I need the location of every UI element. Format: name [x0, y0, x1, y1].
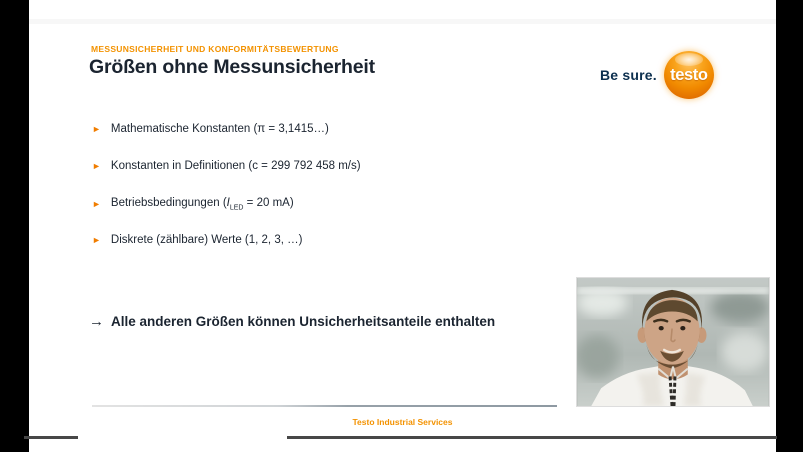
right-arrow-icon: →	[89, 313, 104, 330]
conclusion-text: Alle anderen Größen können Unsicherheitsanteile enthalten	[111, 314, 496, 329]
portrait-photo	[576, 277, 770, 407]
slide-eyebrow: MESSUNSICHERHEIT UND KONFORMITÄTSBEWERTUNG	[91, 44, 339, 54]
bullet-triangle-icon: ►	[92, 198, 101, 209]
letterbox-bar-left	[0, 0, 29, 452]
letterbox-bar-right	[776, 0, 803, 452]
testo-sphere-icon	[664, 51, 714, 99]
bullet-triangle-icon: ►	[92, 234, 101, 245]
bullet-triangle-icon: ►	[92, 160, 101, 171]
bullet-item-operating-conditions	[92, 197, 294, 211]
bullet-label: Konstanten in Definitionen (c = 299 792 458 m/s)	[110, 160, 361, 172]
footer-divider-line	[92, 405, 557, 407]
bullet-triangle-icon: ►	[92, 123, 101, 134]
logo-brand-name: testo	[670, 65, 708, 84]
bullet-item-math-constants	[92, 123, 329, 135]
bottom-bar-segment-right	[287, 436, 777, 439]
bullet-label: Diskrete (zählbare) Werte (1, 2, 3, …)	[110, 234, 303, 246]
bullet-label: Betriebsbedingungen ($I_{LED} = 20$ mA)	[110, 197, 294, 212]
bullet-item-defined-constants	[92, 160, 361, 172]
footer-company-name: Testo Industrial Services	[352, 417, 453, 427]
bottom-bar-segment-left	[24, 436, 78, 439]
bullet-item-discrete-values	[92, 234, 302, 246]
logo-tagline: Be sure.	[600, 67, 657, 83]
bullet-label: Mathematische Konstanten (π = 3,1415…)	[110, 123, 329, 135]
testo-logo	[600, 46, 714, 104]
conclusion-statement	[89, 313, 495, 330]
formula-subscript: LED	[229, 204, 244, 212]
slide-title: Größen ohne Messunsicherheit	[89, 56, 375, 78]
video-artifact-strip	[29, 19, 776, 24]
formula-symbol: I	[226, 197, 230, 209]
